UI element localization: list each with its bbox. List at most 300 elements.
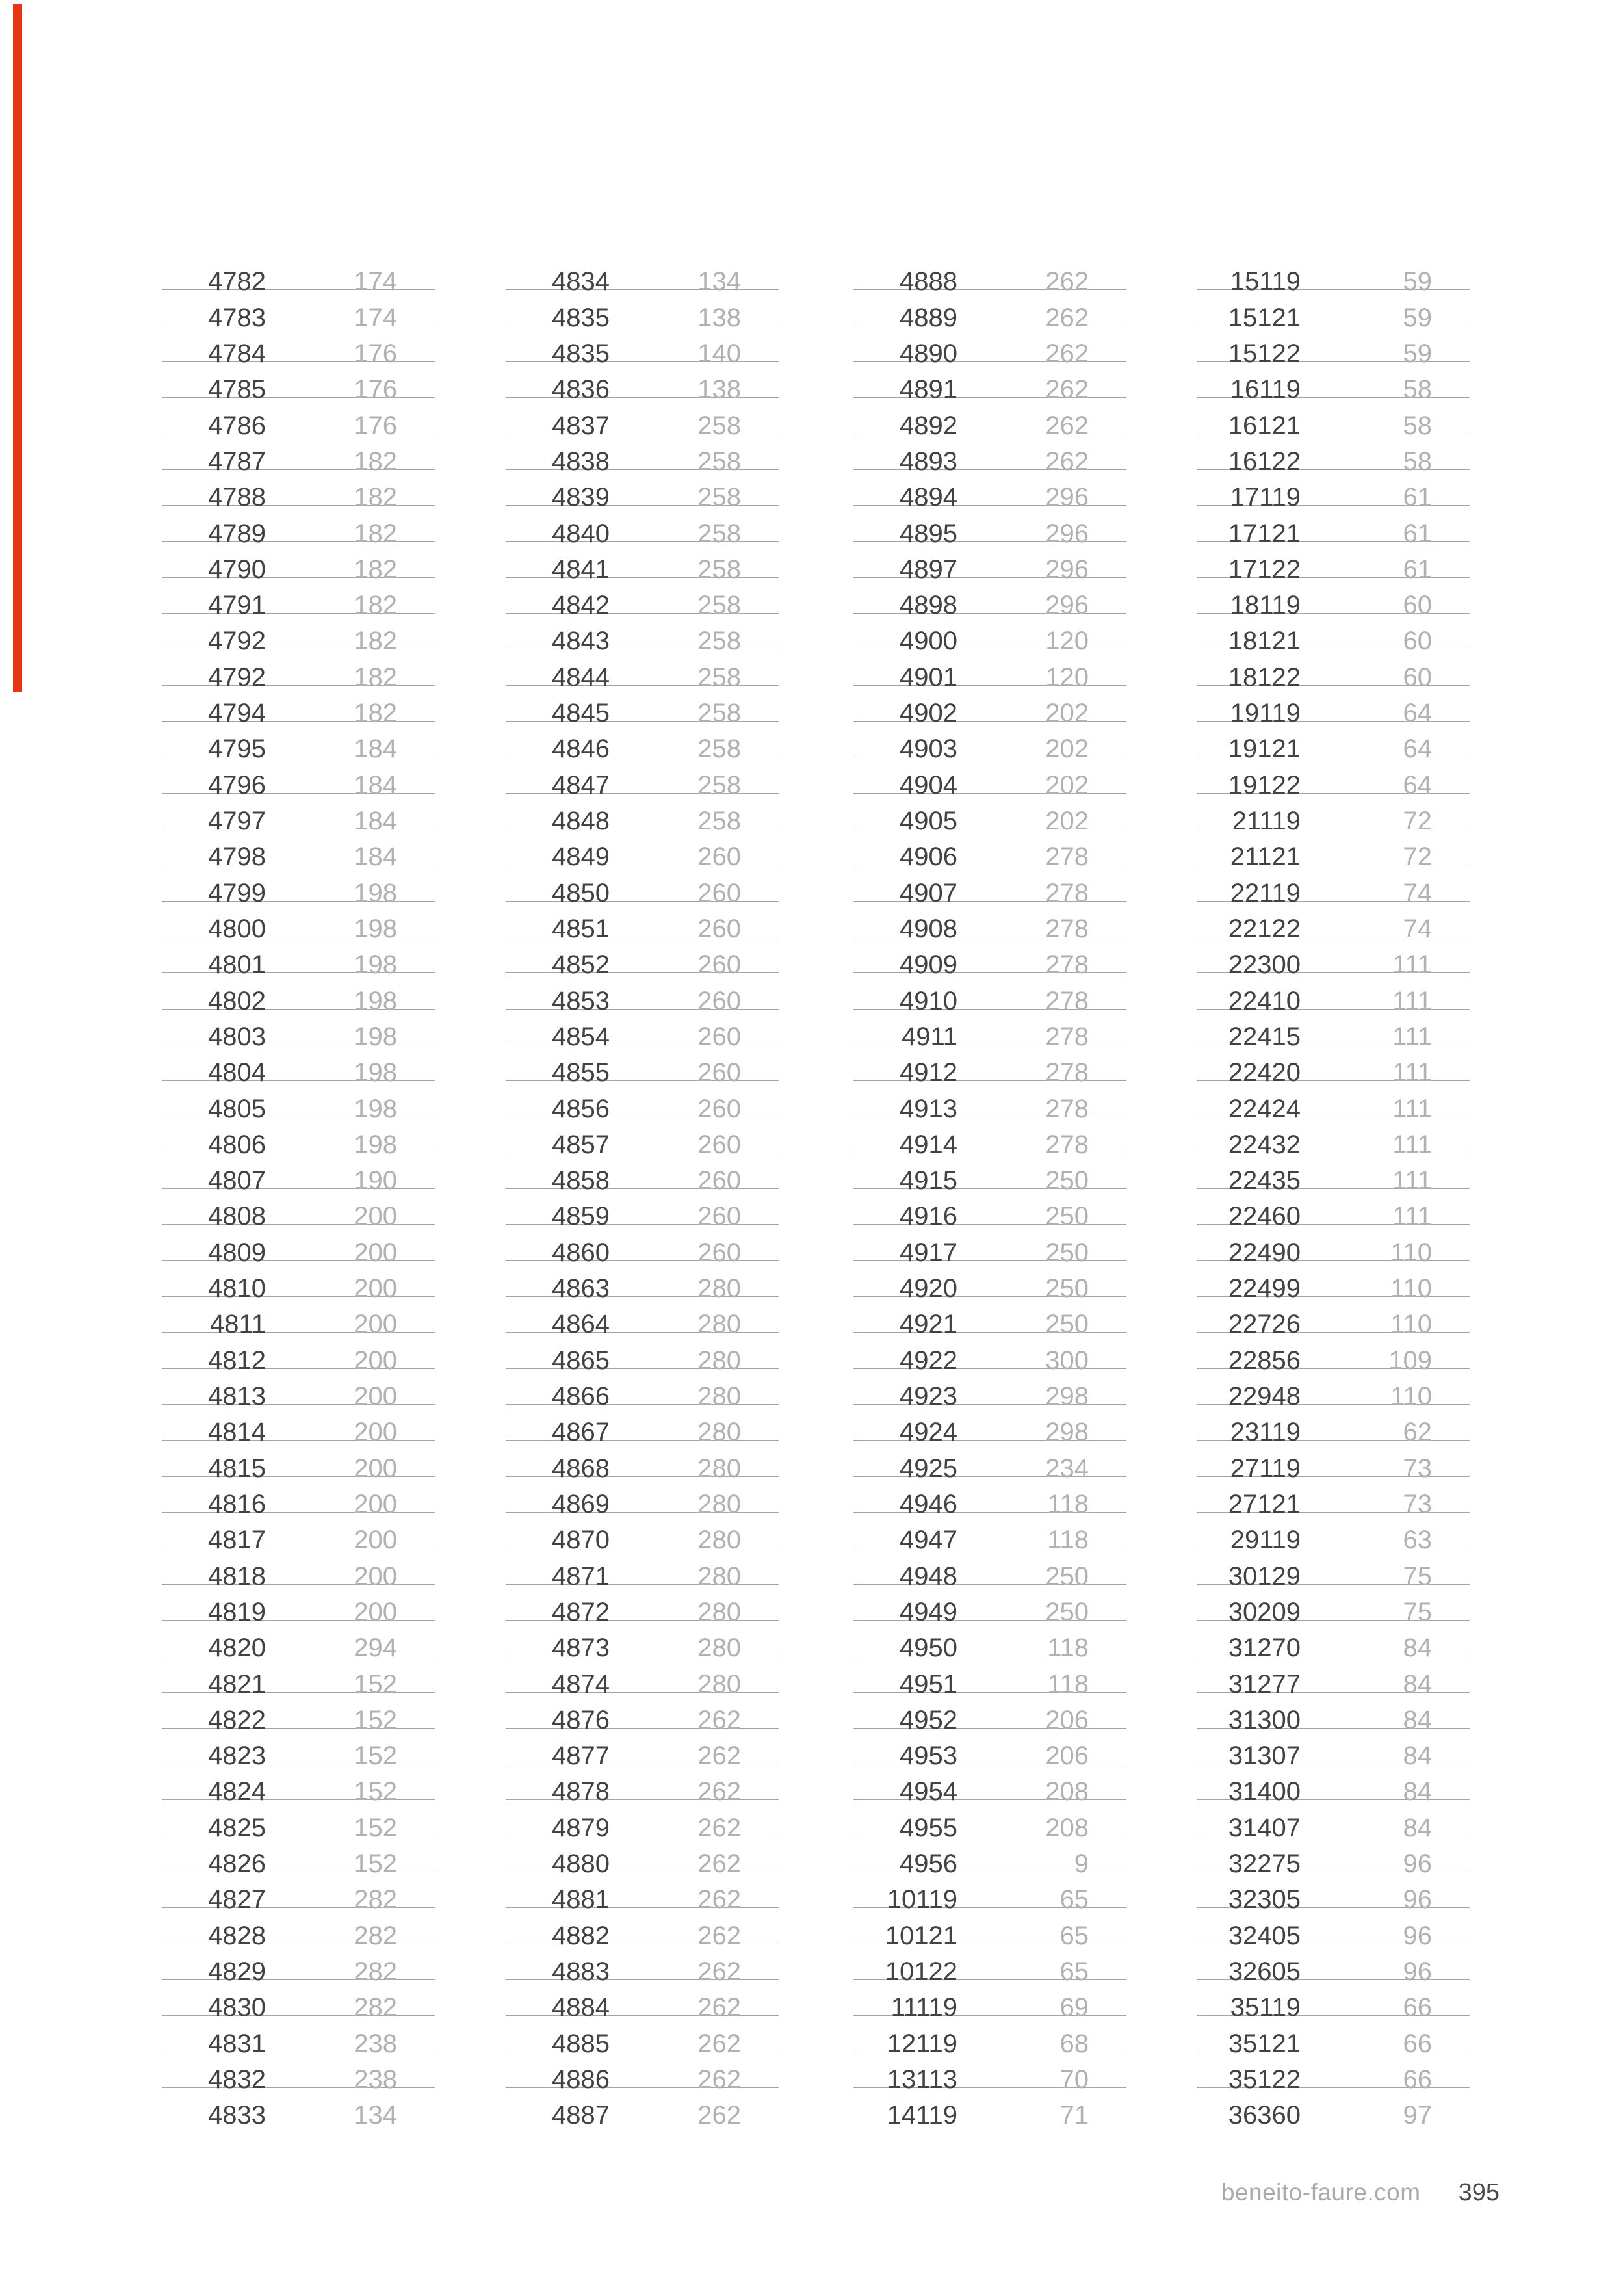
page-reference: 260 bbox=[697, 1238, 741, 1267]
page-reference: 262 bbox=[1045, 339, 1089, 368]
table-row bbox=[853, 470, 1126, 512]
table-row bbox=[853, 1369, 1126, 1411]
page-reference: 84 bbox=[1403, 1669, 1432, 1699]
table-row bbox=[853, 326, 1126, 368]
table-row bbox=[1197, 2052, 1470, 2094]
table-row bbox=[853, 1117, 1126, 1159]
table-row bbox=[853, 649, 1126, 692]
product-code: 4791 bbox=[208, 591, 266, 620]
page-reference: 111 bbox=[1392, 950, 1432, 980]
page-reference: 258 bbox=[697, 662, 741, 692]
page-reference: 152 bbox=[354, 1742, 397, 1771]
index-column-2 bbox=[506, 254, 779, 2130]
page-reference: 280 bbox=[697, 1597, 741, 1626]
table-row bbox=[506, 722, 779, 764]
page-reference: 111 bbox=[1392, 1094, 1432, 1123]
page-reference: 111 bbox=[1392, 1166, 1432, 1195]
product-code: 17121 bbox=[1228, 519, 1301, 548]
page-reference: 182 bbox=[354, 447, 397, 476]
table-row bbox=[853, 829, 1126, 872]
page-reference: 198 bbox=[354, 950, 397, 980]
product-code: 4909 bbox=[900, 950, 957, 980]
table-row bbox=[162, 1908, 435, 1950]
product-code: 15121 bbox=[1228, 303, 1301, 332]
table-row bbox=[853, 1189, 1126, 1231]
table-row bbox=[162, 829, 435, 872]
product-code: 32275 bbox=[1228, 1849, 1301, 1879]
table-row bbox=[853, 794, 1126, 835]
table-row bbox=[162, 1729, 435, 1771]
page-reference: 200 bbox=[354, 1238, 397, 1267]
table-row bbox=[506, 757, 779, 800]
table-row bbox=[853, 398, 1126, 440]
page-reference: 182 bbox=[354, 554, 397, 584]
page-reference: 84 bbox=[1403, 1813, 1432, 1842]
product-code: 4868 bbox=[552, 1454, 610, 1483]
product-code: 4951 bbox=[900, 1669, 957, 1699]
product-code: 15122 bbox=[1228, 339, 1301, 368]
page-reference: 208 bbox=[1045, 1813, 1089, 1842]
page-reference: 260 bbox=[697, 842, 741, 872]
product-code: 4817 bbox=[208, 1526, 266, 1555]
product-code: 31270 bbox=[1228, 1634, 1301, 1663]
product-code: 22424 bbox=[1228, 1094, 1301, 1123]
page-reference: 110 bbox=[1390, 1238, 1432, 1267]
table-row bbox=[506, 2052, 779, 2094]
product-code: 4914 bbox=[900, 1130, 957, 1159]
page-reference: 260 bbox=[697, 986, 741, 1015]
table-row bbox=[853, 1729, 1126, 1771]
table-row bbox=[162, 2016, 435, 2058]
page-reference: 198 bbox=[354, 1058, 397, 1088]
page-reference: 174 bbox=[354, 267, 397, 296]
table-row bbox=[853, 1333, 1126, 1375]
page-reference: 190 bbox=[354, 1166, 397, 1195]
table-row bbox=[162, 1513, 435, 1555]
product-code: 4921 bbox=[900, 1310, 957, 1339]
product-code: 4836 bbox=[552, 375, 610, 404]
product-code: 21119 bbox=[1232, 807, 1301, 835]
table-row bbox=[853, 1980, 1126, 2022]
product-code: 4854 bbox=[552, 1022, 610, 1051]
table-row bbox=[506, 1908, 779, 1950]
product-code: 4880 bbox=[552, 1849, 610, 1879]
table-row bbox=[1197, 362, 1470, 404]
product-code: 4920 bbox=[900, 1274, 957, 1303]
product-code: 4822 bbox=[208, 1705, 266, 1734]
page-reference: 152 bbox=[354, 1705, 397, 1734]
table-row bbox=[853, 1764, 1126, 1807]
product-code: 4802 bbox=[208, 986, 266, 1015]
table-row bbox=[1197, 2088, 1470, 2130]
product-code: 4955 bbox=[900, 1813, 957, 1842]
page-reference: 262 bbox=[697, 1742, 741, 1771]
page-reference: 258 bbox=[697, 447, 741, 476]
table-row bbox=[1197, 1764, 1470, 1807]
product-code: 4953 bbox=[900, 1742, 957, 1771]
page-reference: 278 bbox=[1045, 950, 1089, 980]
table-row bbox=[506, 1656, 779, 1699]
table-row bbox=[506, 1693, 779, 1734]
table-row bbox=[162, 1225, 435, 1267]
product-code: 4865 bbox=[552, 1346, 610, 1375]
page-reference: 278 bbox=[1045, 1130, 1089, 1159]
product-code: 4859 bbox=[552, 1202, 610, 1231]
page-reference: 250 bbox=[1045, 1310, 1089, 1339]
table-row bbox=[162, 1477, 435, 1519]
page-reference: 260 bbox=[697, 1094, 741, 1123]
table-row bbox=[1197, 1010, 1470, 1051]
product-code: 4917 bbox=[900, 1238, 957, 1267]
page-reference: 278 bbox=[1045, 986, 1089, 1015]
table-row bbox=[853, 1010, 1126, 1051]
product-code: 30209 bbox=[1228, 1597, 1301, 1626]
page-reference: 280 bbox=[697, 1418, 741, 1447]
page-reference: 200 bbox=[354, 1489, 397, 1519]
page-reference: 176 bbox=[354, 339, 397, 368]
page-reference: 62 bbox=[1403, 1418, 1432, 1447]
page-reference: 60 bbox=[1403, 662, 1432, 692]
page-reference: 138 bbox=[697, 375, 741, 404]
page-reference: 96 bbox=[1403, 1957, 1432, 1986]
table-row bbox=[506, 1477, 779, 1519]
page-reference: 184 bbox=[354, 842, 397, 872]
product-code: 4829 bbox=[208, 1957, 266, 1986]
page-reference: 110 bbox=[1390, 1382, 1432, 1411]
page-reference: 9 bbox=[1074, 1849, 1089, 1879]
product-code: 4835 bbox=[552, 339, 610, 368]
product-code: 4900 bbox=[900, 627, 957, 656]
product-code: 31407 bbox=[1228, 1813, 1301, 1842]
product-code: 4915 bbox=[900, 1166, 957, 1195]
product-code: 4807 bbox=[208, 1166, 266, 1195]
page-reference: 198 bbox=[354, 986, 397, 1015]
product-code: 4810 bbox=[208, 1274, 266, 1303]
product-code: 4790 bbox=[208, 554, 266, 584]
table-row bbox=[1197, 865, 1470, 907]
table-row bbox=[1197, 722, 1470, 764]
table-row bbox=[506, 1189, 779, 1231]
page-reference: 262 bbox=[697, 1777, 741, 1807]
page-reference: 120 bbox=[1045, 662, 1089, 692]
page-reference: 84 bbox=[1403, 1777, 1432, 1807]
product-code: 4952 bbox=[900, 1705, 957, 1734]
page-reference: 238 bbox=[354, 2065, 397, 2094]
product-code: 22460 bbox=[1228, 1202, 1301, 1231]
page-reference: 58 bbox=[1403, 411, 1432, 440]
table-row bbox=[506, 1225, 779, 1267]
product-code: 4792 bbox=[208, 627, 266, 656]
page-reference: 198 bbox=[354, 1130, 397, 1159]
product-code: 4870 bbox=[552, 1526, 610, 1555]
page-reference: 250 bbox=[1045, 1238, 1089, 1267]
product-code: 4873 bbox=[552, 1634, 610, 1663]
page-reference: 134 bbox=[697, 267, 741, 296]
page-reference: 262 bbox=[1045, 375, 1089, 404]
product-code: 10122 bbox=[885, 1957, 957, 1986]
table-row bbox=[1197, 470, 1470, 512]
page-reference: 300 bbox=[1045, 1346, 1089, 1375]
page-reference: 140 bbox=[697, 339, 741, 368]
page-reference: 59 bbox=[1403, 339, 1432, 368]
product-code: 4848 bbox=[552, 807, 610, 835]
product-code: 4879 bbox=[552, 1813, 610, 1842]
product-code: 32405 bbox=[1228, 1921, 1301, 1950]
page-reference: 262 bbox=[697, 2029, 741, 2058]
table-row bbox=[853, 757, 1126, 800]
page-reference: 200 bbox=[354, 1597, 397, 1626]
product-code: 4796 bbox=[208, 770, 266, 800]
page-reference: 280 bbox=[697, 1274, 741, 1303]
table-row bbox=[853, 1800, 1126, 1842]
page-reference: 202 bbox=[1045, 699, 1089, 728]
product-code: 19122 bbox=[1228, 770, 1301, 800]
table-row bbox=[506, 254, 779, 296]
page-reference: 298 bbox=[1045, 1418, 1089, 1447]
page-reference: 202 bbox=[1045, 807, 1089, 835]
page-reference: 250 bbox=[1045, 1561, 1089, 1591]
table-row bbox=[853, 1621, 1126, 1663]
table-row bbox=[1197, 326, 1470, 368]
page-reference: 109 bbox=[1388, 1346, 1432, 1375]
page-reference: 200 bbox=[354, 1526, 397, 1555]
product-code: 4833 bbox=[208, 2101, 266, 2130]
product-code: 4904 bbox=[900, 770, 957, 800]
page-reference: 72 bbox=[1403, 842, 1432, 872]
product-code: 18119 bbox=[1230, 591, 1301, 620]
page-reference: 250 bbox=[1045, 1202, 1089, 1231]
page-reference: 280 bbox=[697, 1489, 741, 1519]
product-code: 4830 bbox=[208, 1993, 266, 2022]
product-code: 4816 bbox=[208, 1489, 266, 1519]
product-code: 16121 bbox=[1228, 411, 1301, 440]
page-reference: 182 bbox=[354, 519, 397, 548]
product-code: 22122 bbox=[1228, 914, 1301, 943]
product-code: 4846 bbox=[552, 735, 610, 764]
table-row bbox=[853, 1836, 1126, 1879]
table-row bbox=[1197, 1656, 1470, 1699]
product-code: 18122 bbox=[1228, 662, 1301, 692]
product-code: 21121 bbox=[1230, 842, 1301, 872]
product-code: 4897 bbox=[900, 554, 957, 584]
product-code: 4839 bbox=[552, 483, 610, 512]
product-code: 4908 bbox=[900, 914, 957, 943]
product-code: 4886 bbox=[552, 2065, 610, 2094]
product-code: 4884 bbox=[552, 1993, 610, 2022]
table-row bbox=[506, 1800, 779, 1842]
product-code: 4866 bbox=[552, 1382, 610, 1411]
product-code: 4842 bbox=[552, 591, 610, 620]
page-reference: 63 bbox=[1403, 1526, 1432, 1555]
page-reference: 198 bbox=[354, 1094, 397, 1123]
table-row bbox=[853, 722, 1126, 764]
page-reference: 58 bbox=[1403, 447, 1432, 476]
page-reference: 262 bbox=[697, 1957, 741, 1986]
product-code: 31400 bbox=[1228, 1777, 1301, 1807]
page-reference: 65 bbox=[1059, 1957, 1089, 1986]
page-reference: 184 bbox=[354, 735, 397, 764]
product-code: 4954 bbox=[900, 1777, 957, 1807]
product-code: 4891 bbox=[900, 375, 957, 404]
table-row bbox=[1197, 614, 1470, 656]
page-reference: 111 bbox=[1392, 986, 1432, 1015]
table-row bbox=[162, 1261, 435, 1303]
product-code: 4826 bbox=[208, 1849, 266, 1879]
product-code: 4898 bbox=[900, 591, 957, 620]
table-row bbox=[1197, 1872, 1470, 1914]
table-row bbox=[162, 506, 435, 548]
product-code: 19119 bbox=[1230, 699, 1301, 728]
product-code: 4893 bbox=[900, 447, 957, 476]
page-reference: 250 bbox=[1045, 1597, 1089, 1626]
product-code: 4821 bbox=[208, 1669, 266, 1699]
page-reference: 262 bbox=[697, 1849, 741, 1879]
table-row bbox=[1197, 542, 1470, 584]
product-code: 4824 bbox=[208, 1777, 266, 1807]
page-reference: 182 bbox=[354, 627, 397, 656]
page-reference: 238 bbox=[354, 2029, 397, 2058]
footer-page-number: 395 bbox=[1458, 2179, 1500, 2206]
table-row bbox=[162, 2088, 435, 2130]
table-row bbox=[853, 614, 1126, 656]
table-row bbox=[1197, 649, 1470, 692]
page-reference: 111 bbox=[1392, 1058, 1432, 1088]
product-code: 19121 bbox=[1228, 735, 1301, 764]
product-code: 4812 bbox=[208, 1346, 266, 1375]
page-reference: 208 bbox=[1045, 1777, 1089, 1807]
page-reference: 200 bbox=[354, 1382, 397, 1411]
page-reference: 250 bbox=[1045, 1166, 1089, 1195]
page-reference: 68 bbox=[1059, 2029, 1089, 2058]
table-row bbox=[506, 1441, 779, 1483]
page-reference: 262 bbox=[697, 1705, 741, 1734]
product-code: 35119 bbox=[1230, 1993, 1301, 2022]
page-reference: 278 bbox=[1045, 1022, 1089, 1051]
page-reference: 198 bbox=[354, 1022, 397, 1051]
table-row bbox=[162, 1010, 435, 1051]
product-code: 4863 bbox=[552, 1274, 610, 1303]
product-code: 4806 bbox=[208, 1130, 266, 1159]
table-row bbox=[1197, 1153, 1470, 1195]
table-row bbox=[162, 937, 435, 980]
product-code: 4785 bbox=[208, 375, 266, 404]
table-row bbox=[853, 542, 1126, 584]
table-row bbox=[1197, 1693, 1470, 1734]
page-reference: 118 bbox=[1047, 1526, 1089, 1555]
page-reference: 262 bbox=[697, 1921, 741, 1950]
product-code: 29119 bbox=[1230, 1526, 1301, 1555]
product-code: 4825 bbox=[208, 1813, 266, 1842]
product-code: 4850 bbox=[552, 878, 610, 907]
page-reference: 59 bbox=[1403, 303, 1432, 332]
page-reference: 294 bbox=[354, 1634, 397, 1663]
table-row bbox=[162, 1764, 435, 1807]
product-code: 4852 bbox=[552, 950, 610, 980]
page-reference: 262 bbox=[697, 1993, 741, 2022]
table-row bbox=[506, 2016, 779, 2058]
page-reference: 61 bbox=[1403, 554, 1432, 584]
page-reference: 138 bbox=[697, 303, 741, 332]
table-row bbox=[853, 686, 1126, 728]
page-reference: 296 bbox=[1045, 519, 1089, 548]
product-code: 4831 bbox=[208, 2029, 266, 2058]
page-reference: 176 bbox=[354, 375, 397, 404]
table-row bbox=[162, 1153, 435, 1195]
product-code: 4805 bbox=[208, 1094, 266, 1123]
table-row bbox=[506, 649, 779, 692]
product-code: 4792 bbox=[208, 662, 266, 692]
table-row bbox=[506, 902, 779, 943]
table-row bbox=[162, 686, 435, 728]
page-reference: 75 bbox=[1403, 1597, 1432, 1626]
product-code: 4888 bbox=[900, 267, 957, 296]
page-reference: 152 bbox=[354, 1777, 397, 1807]
index-column-4 bbox=[1197, 254, 1470, 2130]
page-reference: 65 bbox=[1059, 1921, 1089, 1950]
table-row bbox=[506, 973, 779, 1015]
product-code: 4787 bbox=[208, 447, 266, 476]
table-row bbox=[162, 398, 435, 440]
product-code: 4877 bbox=[552, 1742, 610, 1771]
page-reference: 65 bbox=[1059, 1885, 1089, 1914]
table-row bbox=[1197, 1585, 1470, 1626]
table-row bbox=[506, 2088, 779, 2130]
page-reference: 182 bbox=[354, 699, 397, 728]
table-row bbox=[1197, 434, 1470, 476]
table-row bbox=[506, 1081, 779, 1123]
product-code: 4853 bbox=[552, 986, 610, 1015]
page-reference: 296 bbox=[1045, 554, 1089, 584]
page-reference: 66 bbox=[1403, 2065, 1432, 2094]
product-code: 4864 bbox=[552, 1310, 610, 1339]
table-row bbox=[853, 937, 1126, 980]
product-code: 4849 bbox=[552, 842, 610, 872]
table-row bbox=[853, 1081, 1126, 1123]
footer-website: beneito-faure.com bbox=[1221, 2179, 1421, 2206]
product-code: 4801 bbox=[208, 950, 266, 980]
table-row bbox=[853, 1944, 1126, 1986]
page-reference: 278 bbox=[1045, 1094, 1089, 1123]
page-reference: 64 bbox=[1403, 770, 1432, 800]
product-code: 23119 bbox=[1230, 1418, 1301, 1447]
product-code: 4828 bbox=[208, 1921, 266, 1950]
page-reference: 110 bbox=[1390, 1310, 1432, 1339]
table-row bbox=[506, 865, 779, 907]
page-reference: 64 bbox=[1403, 699, 1432, 728]
product-code: 4784 bbox=[208, 339, 266, 368]
page-reference: 134 bbox=[354, 2101, 397, 2130]
table-row bbox=[162, 1693, 435, 1734]
product-code: 16119 bbox=[1230, 375, 1301, 404]
page-reference: 182 bbox=[354, 483, 397, 512]
page-reference: 258 bbox=[697, 699, 741, 728]
table-row bbox=[1197, 1117, 1470, 1159]
page-reference: 260 bbox=[697, 1058, 741, 1088]
page-reference: 73 bbox=[1403, 1489, 1432, 1519]
product-code: 4912 bbox=[900, 1058, 957, 1088]
product-code: 4869 bbox=[552, 1489, 610, 1519]
page-reference: 111 bbox=[1392, 1202, 1432, 1231]
page-reference: 73 bbox=[1403, 1454, 1432, 1483]
product-code: 4788 bbox=[208, 483, 266, 512]
page-reference: 182 bbox=[354, 662, 397, 692]
table-row bbox=[506, 542, 779, 584]
page-reference: 66 bbox=[1403, 1993, 1432, 2022]
table-row bbox=[853, 1297, 1126, 1339]
page-reference: 60 bbox=[1403, 591, 1432, 620]
table-row bbox=[1197, 1369, 1470, 1411]
product-code: 4905 bbox=[900, 807, 957, 835]
